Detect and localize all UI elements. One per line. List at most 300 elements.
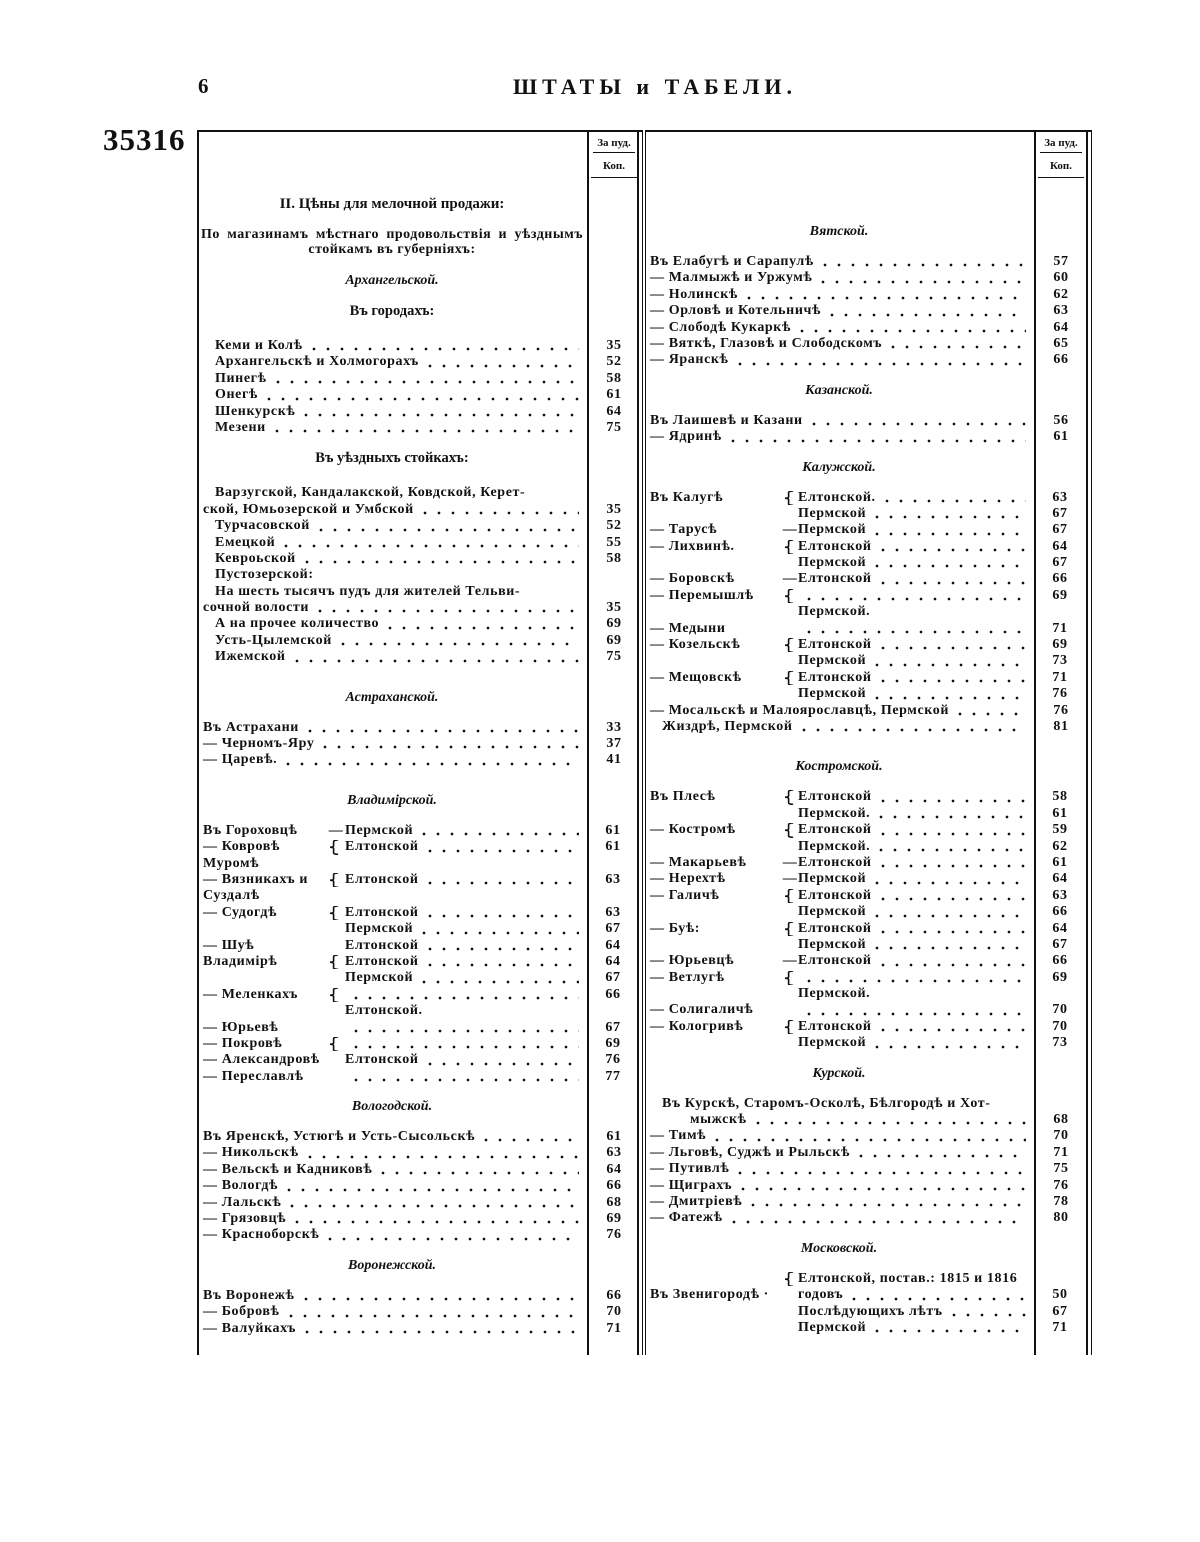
salt-source <box>798 888 1032 904</box>
price-row <box>199 600 639 616</box>
entry-text <box>199 420 585 436</box>
entry-label: Въ Воронежѣ <box>203 1287 295 1303</box>
entry-label: Емецкой <box>215 534 276 550</box>
right-column-table <box>645 130 1092 1355</box>
dot-leader <box>870 871 1026 887</box>
salt-source <box>798 555 1032 571</box>
currency-header: Коп. <box>1038 153 1084 178</box>
price-kopecks: 64 <box>605 937 621 953</box>
price-kopecks: 80 <box>1053 1210 1069 1226</box>
price-kopecks: 76 <box>606 1227 622 1243</box>
place-name: Муромѣ <box>203 855 260 871</box>
dot-leader <box>423 839 579 855</box>
entry-text <box>646 320 1032 336</box>
price-kopecks: 67 <box>1052 555 1068 571</box>
dot-leader <box>279 535 579 551</box>
price-row <box>646 1112 1086 1128</box>
salt-price-group <box>199 823 639 839</box>
salt-label: Елтонской <box>798 1018 872 1034</box>
price-row <box>199 567 639 583</box>
salt-price-group <box>199 905 639 938</box>
dot-leader <box>953 703 1026 719</box>
place-name: — Лихвинѣ. <box>650 538 735 554</box>
place-name: — Переславлѣ <box>203 1068 304 1084</box>
price-kopecks: 59 <box>1052 822 1068 838</box>
place-name: — Тарусѣ <box>650 522 718 538</box>
entry-label: — Путивлѣ <box>650 1161 730 1177</box>
price-kopecks: 58 <box>606 370 622 386</box>
entry-label: ской, Юмьозерской и Умбской <box>203 501 414 517</box>
salt-source <box>798 904 1032 920</box>
dot-leader <box>870 904 1026 920</box>
entry-text <box>646 703 1032 719</box>
price-row <box>199 1129 639 1145</box>
price-kopecks: 35 <box>606 338 622 353</box>
price-row <box>199 420 639 436</box>
price-kopecks: 61 <box>606 387 622 403</box>
dot-leader <box>870 1320 1026 1336</box>
salt-source <box>345 1036 585 1052</box>
salt-label: Послѣдующихъ лѣтъ <box>798 1303 943 1319</box>
place-name: — Ветлугѣ <box>650 969 725 985</box>
dot-leader <box>876 953 1026 969</box>
place-name: — Нерехтѣ <box>650 871 726 887</box>
dot-leader <box>318 736 579 752</box>
price-row <box>199 1304 639 1320</box>
price-kopecks: 67 <box>605 921 621 937</box>
entry-text <box>646 303 1032 319</box>
place-name: Въ Калугѣ <box>650 489 724 505</box>
dot-leader <box>290 1211 579 1227</box>
entry-label: — Орловѣ и Котельничѣ <box>650 303 822 319</box>
salt-label: Пермской <box>798 1035 867 1051</box>
entry-label: Онегѣ <box>215 387 258 403</box>
price-kopecks <box>1038 604 1082 620</box>
price-kopecks: 63 <box>1052 489 1068 505</box>
salt-label: Елтонской <box>798 920 872 936</box>
price-kopecks: 67 <box>1052 1303 1068 1319</box>
price-kopecks: 64 <box>1052 920 1068 936</box>
price-kopecks: 60 <box>1053 270 1069 286</box>
salt-price-group <box>646 970 1086 1019</box>
salt-source <box>798 1287 1032 1303</box>
entry-label: — Малмыжѣ и Уржумѣ <box>650 270 813 286</box>
subheading: Въ уѣздныхъ стойкахъ: <box>315 450 469 467</box>
dot-leader <box>746 1194 1026 1210</box>
price-kopecks: 69 <box>1052 637 1068 653</box>
price-row <box>646 1178 1086 1194</box>
salt-price-group <box>199 938 639 954</box>
dot-leader <box>383 616 579 632</box>
price-kopecks <box>1038 986 1082 1002</box>
price-kopecks: 69 <box>606 616 622 632</box>
entry-text <box>646 287 1032 303</box>
province-heading: Вологодской. <box>351 1099 433 1115</box>
dot-leader <box>870 653 1026 669</box>
price-kopecks: 58 <box>1052 789 1068 805</box>
spacer <box>646 735 1086 745</box>
spacer <box>199 666 639 676</box>
salt-source <box>798 490 1032 506</box>
brace-icon <box>782 1019 798 1035</box>
price-kopecks: 76 <box>1052 686 1068 702</box>
dot-leader <box>349 1069 579 1085</box>
entry-text <box>646 352 1032 368</box>
section-title: II. Цѣны для мелочной продажи: <box>279 196 505 212</box>
entry-label: мыжскѣ <box>690 1112 747 1128</box>
price-kopecks: 70 <box>1052 1002 1068 1018</box>
entry-text <box>199 1321 585 1337</box>
place-name: — Юрьевцѣ <box>650 953 735 969</box>
price-kopecks <box>589 567 639 583</box>
salt-source <box>798 637 1032 653</box>
salt-label: Елтонской <box>345 937 419 953</box>
dot-leader <box>854 1145 1026 1161</box>
price-kopecks: 62 <box>1052 838 1068 854</box>
place-name: Въ Плесѣ <box>650 789 716 805</box>
dot-leader <box>313 600 579 616</box>
price-kopecks: 63 <box>1053 303 1069 319</box>
entry-text <box>199 1129 585 1145</box>
entry-text <box>199 752 585 768</box>
left-column-table <box>197 130 643 1355</box>
salt-price-group <box>199 1036 639 1085</box>
dot-leader <box>870 506 1026 522</box>
price-kopecks: 62 <box>1053 286 1069 302</box>
salt-source <box>798 1002 1032 1018</box>
salt-source <box>345 987 585 1003</box>
brace-icon <box>782 588 798 604</box>
entry-text <box>199 720 585 736</box>
dot-leader <box>802 1002 1026 1018</box>
dot-leader <box>270 420 579 436</box>
salt-source <box>345 839 585 855</box>
salt-label: Пермской. <box>798 838 871 854</box>
running-title: ШТАТЫ и ТАБЕЛИ. <box>512 74 798 99</box>
entry-text <box>646 1210 1032 1226</box>
price-kopecks: 41 <box>606 752 622 768</box>
dot-leader <box>876 855 1026 871</box>
place-name: — Шуѣ <box>203 937 255 953</box>
brace-icon <box>327 872 345 888</box>
entry-label: — Черномъ-Яру <box>203 736 315 752</box>
dot-leader <box>797 719 1026 735</box>
price-kopecks <box>591 856 635 872</box>
entry-label: — Слободѣ Кукаркѣ <box>650 319 791 335</box>
price-kopecks: 52 <box>606 518 622 534</box>
price-row <box>199 535 639 551</box>
dot-leader <box>807 413 1026 429</box>
place-name: — Перемышлѣ <box>650 587 754 603</box>
province-heading: Курской. <box>812 1065 866 1081</box>
dot-leader <box>323 1227 579 1243</box>
place-name: — Козельскѣ <box>650 637 741 653</box>
salt-label: Пермской <box>798 1319 867 1335</box>
salt-source <box>798 1304 1032 1320</box>
price-kopecks: 75 <box>1053 1161 1069 1177</box>
place-name: — Боровскѣ <box>650 571 735 587</box>
brace-icon <box>327 839 345 855</box>
entry-text <box>646 429 1032 445</box>
dot-leader <box>880 490 1026 506</box>
price-kopecks: 56 <box>1053 412 1069 428</box>
dot-leader <box>417 970 579 986</box>
currency-header: Коп. <box>591 153 637 178</box>
salt-source <box>798 588 1032 604</box>
salt-source <box>798 839 1032 855</box>
salt-price-group <box>646 789 1086 822</box>
entry-label: — Вяткѣ, Глазовѣ и Слободскомъ <box>650 335 883 351</box>
salt-label: Пермской <box>798 505 867 521</box>
entry-label: — Валуйкахъ <box>203 1320 296 1336</box>
dot-leader <box>816 270 1026 286</box>
entry-text <box>199 354 585 370</box>
dot-leader <box>876 637 1026 653</box>
price-kopecks: 67 <box>1052 522 1068 538</box>
salt-source <box>345 938 585 954</box>
dash-connector: — <box>782 571 798 587</box>
dot-leader <box>300 551 579 567</box>
entry-label: — Яранскѣ <box>650 352 729 368</box>
salt-label: Елтонской. <box>798 489 876 505</box>
salt-price-group <box>199 872 639 905</box>
entry-label: — Фатежѣ <box>650 1210 723 1226</box>
price-kopecks: 75 <box>606 419 622 435</box>
salt-label: Пермской <box>798 904 867 920</box>
brace-icon <box>782 822 798 838</box>
spacer <box>199 769 639 779</box>
section-intro: По магазинамъ мѣстнаго продовольствія и уѣзднымъ стойкамъ въ губерніяхъ: <box>201 227 583 257</box>
salt-label: Елтонской <box>798 887 872 903</box>
price-row <box>646 413 1086 429</box>
salt-label: годовъ <box>798 1287 844 1303</box>
salt-source <box>798 953 1032 969</box>
dot-leader <box>825 303 1026 319</box>
price-kopecks: 61 <box>1053 429 1069 445</box>
dot-leader <box>423 872 579 888</box>
salt-label: Пермской <box>798 555 867 571</box>
province-heading: Калужской. <box>802 459 876 475</box>
entry-text <box>199 1162 585 1178</box>
price-row <box>199 354 639 370</box>
price-kopecks: 58 <box>606 550 622 566</box>
dot-leader <box>284 1304 579 1320</box>
province-heading: Вятской. <box>809 224 869 239</box>
place-name: — Костромѣ <box>650 822 736 838</box>
price-kopecks: 61 <box>606 1129 622 1145</box>
dot-leader <box>290 649 579 665</box>
dot-leader <box>418 502 579 518</box>
brace-icon <box>782 637 798 653</box>
brace-icon <box>782 490 798 506</box>
brace-icon <box>327 905 345 921</box>
salt-price-group <box>199 839 639 872</box>
dash-connector: — <box>328 822 344 838</box>
entry-label: — Никольскѣ <box>203 1145 299 1161</box>
entry-text <box>199 567 585 583</box>
price-column-header <box>1036 132 1086 178</box>
salt-price-group <box>646 522 1086 538</box>
salt-label: Елтонской, постав.: 1815 и 1816 <box>798 1270 1018 1286</box>
province-heading: Московской. <box>800 1240 878 1256</box>
dot-leader <box>876 571 1026 587</box>
dot-leader <box>300 1321 579 1337</box>
place-name: — Медыни <box>650 620 726 636</box>
entry-text <box>199 387 585 403</box>
price-column-header <box>589 132 639 178</box>
dot-leader <box>876 670 1026 686</box>
salt-price-group <box>646 855 1086 871</box>
price-kopecks: 78 <box>1053 1193 1069 1209</box>
salt-source <box>798 653 1032 669</box>
salt-price-group <box>646 588 1086 637</box>
dot-leader <box>874 806 1026 822</box>
place-name: — Судогдѣ <box>203 904 278 920</box>
place-name: — Буѣ: <box>650 920 701 936</box>
salt-label: Елтонской <box>798 854 872 870</box>
salt-label: Елтонской <box>345 904 419 920</box>
dot-leader <box>423 354 579 370</box>
dot-leader <box>423 1052 579 1068</box>
dot-leader <box>271 371 579 387</box>
dot-leader <box>874 839 1026 855</box>
price-kopecks: 71 <box>1053 1144 1069 1160</box>
entry-label: Въ Лаишевѣ и Казани <box>650 412 803 428</box>
page-number: 6 <box>198 74 209 98</box>
entry-text <box>646 413 1032 429</box>
salt-label: Пермской <box>798 936 867 952</box>
price-kopecks: 50 <box>1052 1287 1068 1303</box>
price-row <box>646 1210 1086 1226</box>
price-row <box>199 1162 639 1178</box>
salt-source <box>345 1020 585 1036</box>
salt-price-group <box>646 953 1086 969</box>
price-row <box>646 320 1086 336</box>
price-row <box>199 752 639 768</box>
entry-label: — Щиграхъ <box>650 1177 733 1193</box>
entry-label: — Бобровѣ <box>203 1304 280 1320</box>
price-kopecks: 68 <box>606 1194 622 1210</box>
price-row <box>199 518 639 534</box>
entry-label: Пинегѣ <box>215 370 267 386</box>
spacer <box>199 436 639 446</box>
price-kopecks: 63 <box>605 904 621 920</box>
entry-text <box>199 551 585 567</box>
entry-text <box>199 338 585 354</box>
entry-text <box>199 502 585 518</box>
price-row <box>199 551 639 567</box>
entry-text <box>199 1145 585 1161</box>
salt-label: Елтонской <box>798 669 872 685</box>
place-name: — Галичѣ <box>650 887 720 903</box>
entry-text <box>199 649 585 665</box>
entry-text <box>199 1288 585 1304</box>
entry-continuation-line <box>646 1096 1086 1112</box>
entry-label: — Нолинскѣ <box>650 286 738 302</box>
salt-price-group <box>646 921 1086 954</box>
dot-leader <box>479 1129 579 1145</box>
salt-source <box>345 921 585 937</box>
province-heading: Архангельской. <box>345 273 439 288</box>
dot-leader <box>282 1178 579 1194</box>
entry-text <box>199 535 585 551</box>
entry-label: Шенкурскѣ <box>215 403 296 419</box>
dot-leader <box>710 1128 1026 1144</box>
salt-source <box>798 1019 1032 1035</box>
dot-leader <box>349 987 579 1003</box>
price-row <box>646 287 1086 303</box>
brace-icon <box>782 888 798 904</box>
entry-label: А на прочее количество <box>215 616 380 632</box>
salt-label: Елтонской <box>345 839 419 855</box>
entry-label: — Красноборскѣ <box>203 1227 320 1243</box>
entry-label: — Мосальскѣ и Малоярославцѣ, Пермской <box>650 702 950 718</box>
salt-label: Елтонской <box>345 953 419 969</box>
entry-text <box>646 1161 1032 1177</box>
dot-leader <box>303 720 579 736</box>
place-name: — Александровѣ <box>203 1052 320 1068</box>
price-kopecks: 66 <box>1052 953 1068 969</box>
dot-leader <box>417 823 579 839</box>
price-row <box>646 719 1086 735</box>
salt-source <box>798 822 1032 838</box>
salt-source <box>798 921 1032 937</box>
price-row <box>646 1145 1086 1161</box>
salt-label: Пермской <box>345 970 414 986</box>
price-kopecks: 69 <box>606 632 622 648</box>
place-name: — Покровѣ <box>203 1035 283 1051</box>
price-kopecks: 70 <box>606 1304 622 1320</box>
salt-label: Пермской. <box>798 604 871 620</box>
entry-text <box>646 270 1032 286</box>
entry-text <box>646 336 1032 352</box>
price-kopecks: 66 <box>606 1287 622 1303</box>
salt-source <box>345 1052 585 1068</box>
price-kopecks: 68 <box>1053 1112 1069 1128</box>
entry-label: Архангельскѣ и Холмогорахъ <box>215 354 419 370</box>
brace-icon <box>327 987 345 1003</box>
price-row <box>646 429 1086 445</box>
salt-label: Елтонской <box>798 538 872 554</box>
price-kopecks: 67 <box>1052 936 1068 952</box>
dot-leader <box>818 254 1026 270</box>
entry-text <box>646 1112 1032 1128</box>
brace-icon <box>782 670 798 686</box>
place-name: Владимірѣ <box>203 953 278 969</box>
price-row <box>646 703 1086 719</box>
price-row <box>199 1195 639 1211</box>
price-row <box>199 633 639 649</box>
salt-source <box>798 670 1032 686</box>
price-row <box>199 338 639 354</box>
place-name: — Ковровѣ <box>203 839 280 855</box>
price-row <box>199 1321 639 1337</box>
province-heading: Астраханской. <box>345 689 439 705</box>
brace-icon <box>782 970 798 986</box>
price-row <box>199 1145 639 1161</box>
entry-text <box>199 1211 585 1227</box>
price-row <box>646 1194 1086 1210</box>
salt-source <box>345 823 585 839</box>
price-row <box>646 352 1086 368</box>
entry-continuation-line <box>199 485 639 501</box>
entry-text <box>199 584 585 600</box>
salt-source <box>345 888 585 904</box>
price-kopecks: 81 <box>1053 718 1069 734</box>
entry-label: сочной волости <box>203 600 310 616</box>
dot-leader <box>281 752 579 768</box>
salt-source <box>345 1003 585 1019</box>
